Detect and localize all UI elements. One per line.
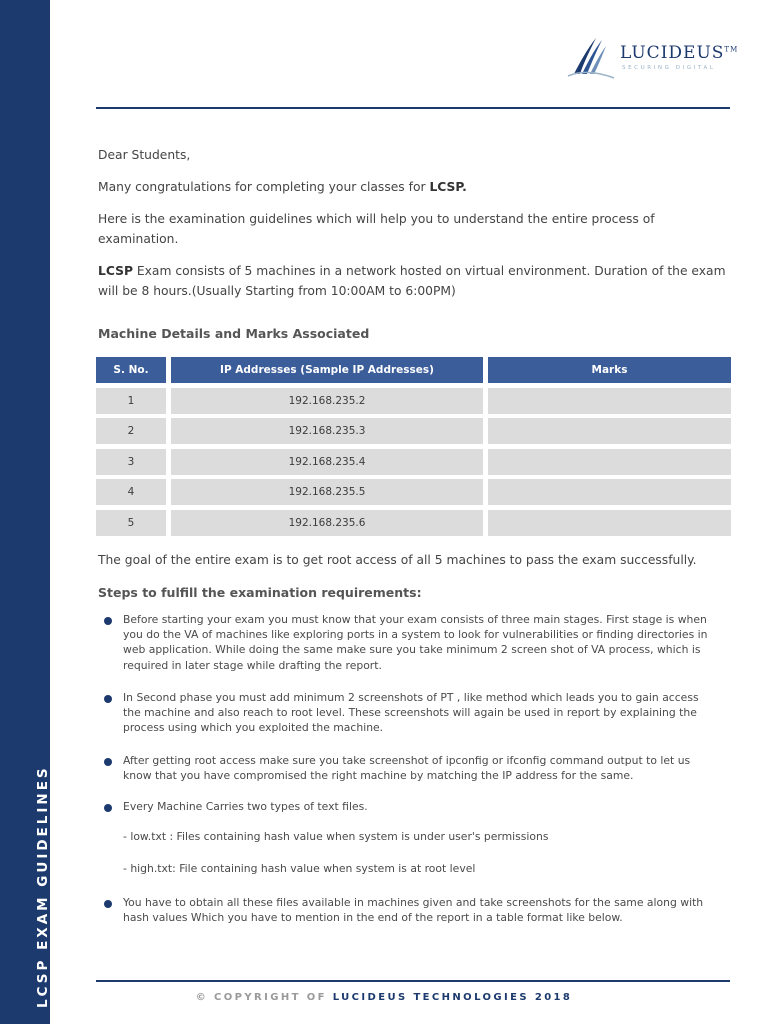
header-divider [96, 107, 730, 109]
sidebar-title: LCSP EXAM GUIDELINES [35, 765, 51, 1008]
goal-paragraph: The goal of the entire exam is to get root access of all 5 machines to pass the exam successfully. [98, 553, 697, 567]
congrats-paragraph [98, 178, 728, 198]
exam-name: LCSP [98, 264, 133, 278]
cell-ip: 192.168.235.4 [171, 449, 483, 475]
cell-ip: 192.168.235.6 [171, 510, 483, 536]
cell-marks [488, 418, 731, 444]
footer-copyright [0, 992, 768, 1003]
cell-sno: 5 [96, 510, 166, 536]
logo-feather-icon [566, 34, 616, 82]
footer-prefix: © COPYRIGHT OF [195, 992, 333, 1003]
table-header-row [96, 357, 732, 383]
cell-marks [488, 449, 731, 475]
table-row [96, 510, 732, 536]
course-name: LCSP. [429, 180, 467, 194]
cell-ip: 192.168.235.3 [171, 418, 483, 444]
cell-marks [488, 479, 731, 505]
step-text: You have to obtain all these files available in machines given and take screenshots for the same along with hash values Which you have to mention in the end of the report in a table format like below. [123, 896, 704, 925]
company-logo [566, 34, 739, 82]
cell-ip: 192.168.235.5 [171, 479, 483, 505]
exam-text: Exam consists of 5 machines in a network hosted on virtual environment. Duration of the exam will be 8 hours.(Usually Starting from 10:00AM to 6:00PM) [98, 264, 726, 298]
cell-sno: 1 [96, 388, 166, 414]
logo-name: LUCIDEUS [620, 43, 725, 63]
table-row [96, 388, 732, 414]
cell-sno: 3 [96, 449, 166, 475]
intro-paragraph: Here is the examination guidelines which will help you to understand the entire process of examination. [98, 212, 655, 246]
header-marks: Marks [488, 357, 731, 383]
header-sno: S. No. [96, 357, 166, 383]
logo-tagline: SECURING DIGITAL [622, 65, 716, 71]
step-text: After getting root access make sure you take screenshot of ipconfig or ifconfig command output to let us know that you have compromised the right machine by matching the IP address for the same. [123, 754, 691, 783]
greeting: Dear Students, [98, 148, 191, 162]
bullet-dot-icon [104, 758, 112, 766]
bullet-dot-icon [104, 900, 112, 908]
table-row [96, 418, 732, 444]
step-text: Every Machine Carries two types of text files. [123, 800, 368, 813]
bullet-dot-icon [104, 804, 112, 812]
footer-company: LUCIDEUS TECHNOLOGIES 2018 [332, 992, 573, 1003]
bullet-dot-icon [104, 617, 112, 625]
logo-trademark: TM [724, 45, 739, 54]
footer-divider [96, 980, 730, 982]
machine-details-heading: Machine Details and Marks Associated [98, 326, 370, 341]
step-text: In Second phase you must add minimum 2 screenshots of PT , like method which leads you to gain access the machine and also reach to root level. These screenshots will again be used in report by explaining the process using which you exploited the machine. [123, 691, 699, 735]
cell-sno: 4 [96, 479, 166, 505]
table-row [96, 449, 732, 475]
step-text: Before starting your exam you must know that your exam consists of three main stages. First stage is when you do the VA of machines like exploring ports in a system to look for vulnerabilities or finding directories in web application. While doing the same make sure you take minimum 2 screen shot of VA process, which is required in later stage while drafting the report. [123, 613, 708, 672]
cell-marks [488, 388, 731, 414]
low-txt-note: - low.txt : Files containing hash value when system is under user's permissions [123, 830, 549, 843]
bullet-dot-icon [104, 695, 112, 703]
congrats-text: Many congratulations for completing your classes for [98, 180, 430, 194]
cell-marks [488, 510, 731, 536]
high-txt-note: - high.txt: File containing hash value when system is at root level [123, 862, 476, 875]
steps-heading: Steps to fulfill the examination requirements: [98, 585, 422, 600]
header-ip: IP Addresses (Sample IP Addresses) [171, 357, 483, 383]
cell-ip: 192.168.235.2 [171, 388, 483, 414]
table-row [96, 479, 732, 505]
exam-paragraph [98, 262, 728, 301]
cell-sno: 2 [96, 418, 166, 444]
